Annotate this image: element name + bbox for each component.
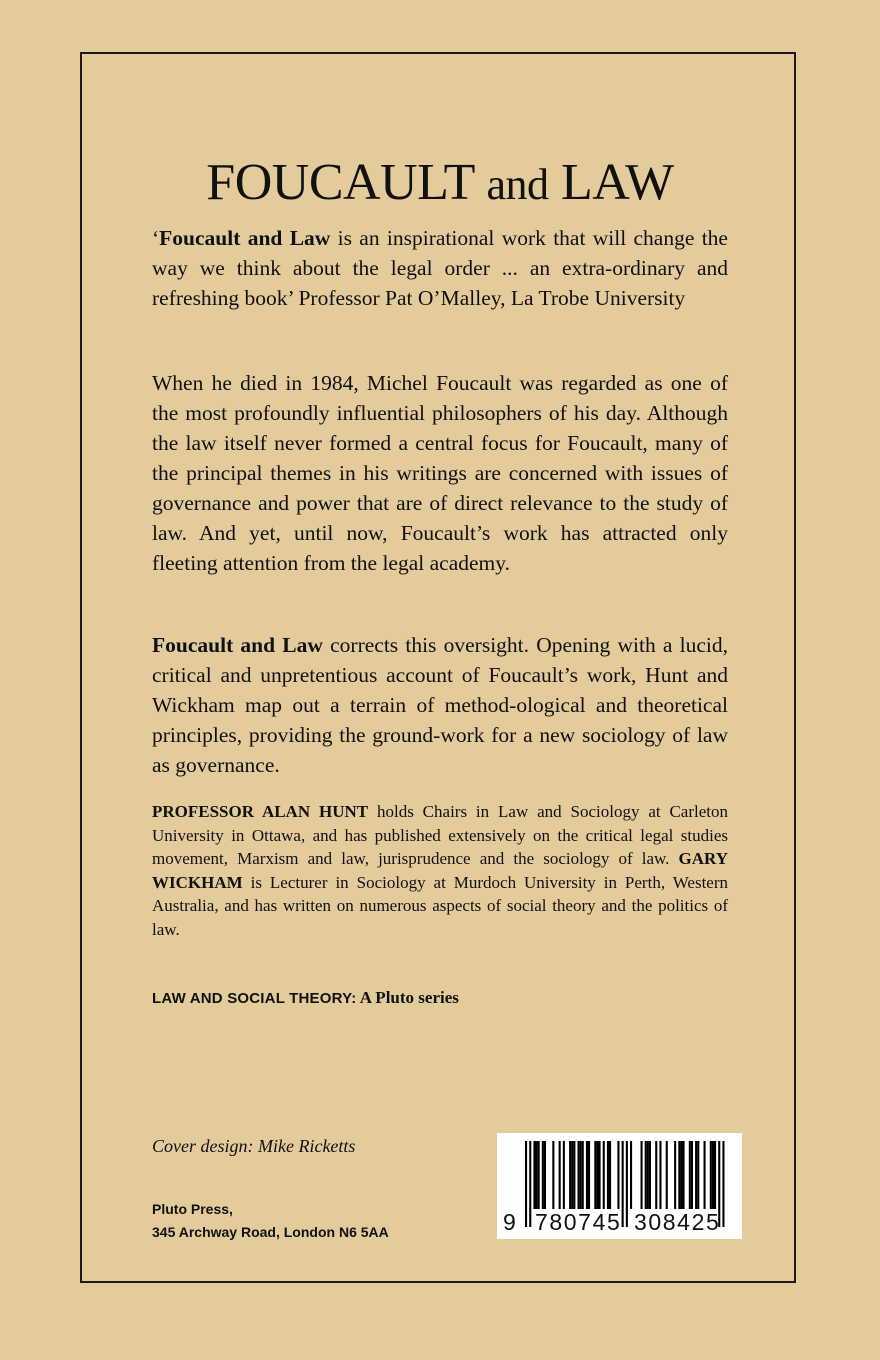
series-line: LAW AND SOCIAL THEORY: A Pluto series (152, 988, 459, 1007)
barcode-bar (607, 1141, 609, 1209)
barcode-bar (689, 1141, 691, 1209)
barcode-bar (563, 1141, 565, 1209)
barcode-bar (533, 1141, 535, 1209)
book-title: FOUCAULT and LAW (206, 154, 674, 211)
barcode-bar (588, 1141, 590, 1209)
publisher-info (152, 1198, 389, 1244)
barcode-bar (596, 1141, 598, 1209)
barcode-bar (683, 1141, 685, 1209)
barcode-bar (659, 1141, 661, 1209)
barcode-bar (609, 1141, 611, 1209)
barcode-bar (641, 1141, 643, 1209)
isbn-right-group: 308425 (634, 1209, 721, 1235)
barcode-bar (710, 1141, 712, 1209)
barcode-bar (542, 1141, 544, 1209)
barcode-bar (594, 1141, 596, 1209)
barcode-bar (582, 1141, 584, 1209)
barcode-bar (599, 1141, 601, 1209)
barcode-bar (712, 1141, 714, 1209)
barcode-bar (586, 1141, 588, 1209)
barcode-bar (552, 1141, 554, 1209)
publisher-name: Pluto Press, (152, 1201, 233, 1217)
barcode-bar (569, 1141, 571, 1209)
barcode-bar (538, 1141, 540, 1209)
barcode-bar (655, 1141, 657, 1209)
isbn-barcode (497, 1133, 742, 1239)
intro-paragraph: When he died in 1984, Michel Foucault was regarded as one of the most profoundly influential philosophers of his day. Although the law itself never formed a central focus for Foucault, many of the principal themes in his writings are concerned with issues of governance and power that are of direct relevance to the study of law. And yet, until now, Foucault’s work has attracted only fleeting attention from the legal academy. (152, 371, 728, 575)
barcode-bar (578, 1141, 580, 1209)
cover-design-credit: Cover design: Mike Ricketts (152, 1136, 356, 1156)
barcode-bar (571, 1141, 573, 1209)
barcode-bar (573, 1141, 575, 1209)
barcode-bar (617, 1141, 619, 1209)
isbn-first-digit: 9 (503, 1209, 516, 1235)
endorsement-quote: ‘Foucault and Law is an inspirational work that will change the way we think about the legal order ... an extra-ordinary and refreshing book’ Professor Pat O’Malley, La Trobe University (152, 226, 728, 310)
barcode-bar (536, 1141, 538, 1209)
barcode-bar (704, 1141, 706, 1209)
barcode-bar (544, 1141, 546, 1209)
barcode-bar (647, 1141, 649, 1209)
barcode-bar (649, 1141, 651, 1209)
publisher-address: 345 Archway Road, London N6 5AA (152, 1224, 389, 1240)
barcode-bar (580, 1141, 582, 1209)
barcode-bar (630, 1141, 632, 1209)
barcode-bar (603, 1141, 605, 1209)
isbn-left-group: 780745 (535, 1209, 622, 1235)
barcode-bar (666, 1141, 668, 1209)
barcode-bar (691, 1141, 693, 1209)
barcode-bar (674, 1141, 676, 1209)
barcode-bar (714, 1141, 716, 1209)
barcode-bar (697, 1141, 699, 1209)
barcode-bar (695, 1141, 697, 1209)
barcode-bar (645, 1141, 647, 1209)
barcode-bar (678, 1141, 680, 1209)
description-paragraph: Foucault and Law corrects this oversight. Opening with a lucid, critical and unpretentious account of Foucault’s work, Hunt and Wickham map out a terrain of method-ological and theoretical principles, providing the ground-work for a new sociology of law as governance. (152, 633, 728, 777)
barcode-bar (559, 1141, 561, 1209)
author-bio: PROFESSOR ALAN HUNT holds Chairs in Law and Sociology at Carleton University in Ottawa, and has published extensively on the critical legal studies movement, Marxism and law, jurisprudence and the sociology of law. GARY WICKHAM is Lecturer in Sociology at Murdoch University in Perth, Western Australia, and has written on numerous aspects of social theory and the politics of law. (152, 802, 728, 939)
barcode-bar (680, 1141, 682, 1209)
